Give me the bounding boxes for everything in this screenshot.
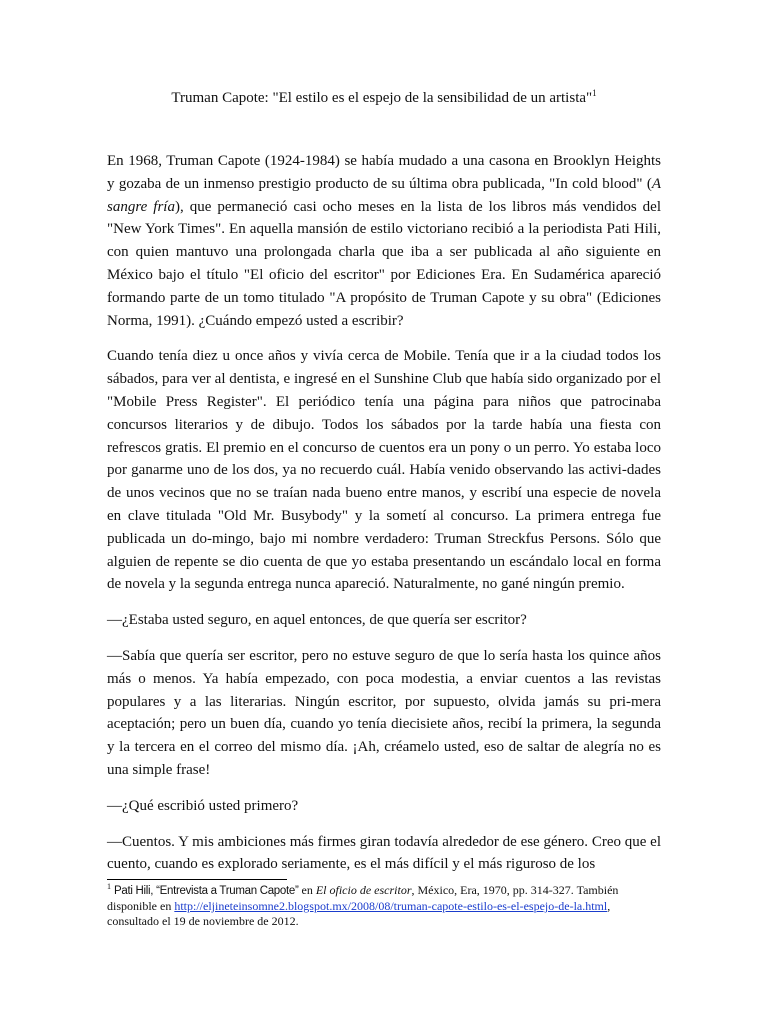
footnote-number: 1 — [107, 882, 111, 891]
footnote-consulted: consultado el 19 de noviembre de 2012. — [107, 914, 299, 928]
article-body — [107, 150, 661, 889]
footnote-details: , México, Era, 1970, pp. 314-327. También disponible en — [107, 883, 619, 913]
footnote — [107, 883, 661, 929]
intro-italic-title: A sangre fría — [107, 175, 661, 215]
intro-paragraph — [107, 150, 661, 332]
title-text: Truman Capote: "El estilo es el espejo de la sensibilidad de un artista" — [171, 90, 593, 106]
answer-paragraph-3: —Cuentos. Y mis ambiciones más firmes giran todavía alrededor de ese género. Creo que el cuento, cuando es explorado seriamente, es el más difícil y el más riguroso de los — [107, 833, 661, 873]
footnote-link[interactable]: http://eljineteinsomne2.blogspot.mx/2008/08/truman-capote-estilo-es-el-espejo-de-la.html — [174, 899, 608, 913]
footnote-divider — [107, 879, 287, 880]
footnote-author-title: Pati Hili, “Entrevista a Truman Capote” — [114, 885, 299, 897]
question-paragraph-2: —¿Estaba usted seguro, en aquel entonces, de que quería ser escritor? — [107, 612, 527, 629]
answer-paragraph-2: —Sabía que quería ser escritor, pero no estuve seguro de que lo sería hasta los quince años más o menos. Ya había empezado, con poca modestia, a enviar cuentos a las revistas populares y a las literarias. Ningún escritor, por supuesto, olvida jamás su pri-mera aceptación; pero un buen día, cuando yo tenía diecisiete años, recibí la primera, la segunda y la tercera en el correo del mismo día. ¡Ah, créamelo usted, eso de saltar de alegría no es una simple frase! — [107, 647, 661, 778]
intro-text-1: En 1968, Truman Capote (1924-1984) se había mudado a una casona en Brooklyn Heights y gozaba de un inmenso prestigio producto de su última obra publicada, "In cold blood" ( — [107, 153, 661, 192]
footnote-in: en — [298, 883, 316, 897]
footnote-ref: 1 — [592, 88, 597, 98]
footnote-book-title: El oficio de escritor — [315, 883, 412, 897]
question-paragraph-3: —¿Qué escribió usted primero? — [107, 797, 299, 814]
page-title — [0, 88, 768, 108]
footnote-after-url: , — [607, 899, 611, 913]
answer-paragraph-1: Cuando tenía diez u once años y vivía cerca de Mobile. Tenía que ir a la ciudad todos los sábados, para ver al dentista, e ingresé en el Sunshine Club que había sido organizado por el "Mobile Press Register". El periódico tenía una página para niños que patrocinaba concursos literarios y de dibujo. Todos los sábados por la tarde había una fiesta con refrescos gratis. El premio en el concurso de cuentos era un pony o un perro. Yo estaba loco por ganarme uno de los dos, ya no recuerdo cuál. Había venido observando las activi-dades de unos vecinos que no se traían nada bueno entre manos, y escribí una especie de novela en clave titulada "Old Mr. Busybody" y la sometí al concurso. La primera entrega fue publicada un do-mingo, bajo mi nombre verdadero: Truman Streckfus Persons. Sólo que alguien de repente se dio cuenta de que yo estaba presentando un escándalo local en forma de novela y la segunda entrega nunca apareció. Naturalmente, no gané ningún premio. — [107, 348, 661, 593]
intro-text-2: ), que permaneció casi ocho meses en la lista de los libros más vendidos del "New York Times". En aquella mansión de estilo victoriano recibió a la periodista Pati Hili, con quien mantuvo una prolongada charla que iba a ser publicada al año siguiente en México bajo el título "El oficio del escritor" por Ediciones Era. En Sudamérica apareció formando parte de un tomo titulado "A propósito de Truman Capote y su obra" (Ediciones Norma, 1991). ¿Cuándo empezó usted a escribir? — [107, 198, 662, 329]
